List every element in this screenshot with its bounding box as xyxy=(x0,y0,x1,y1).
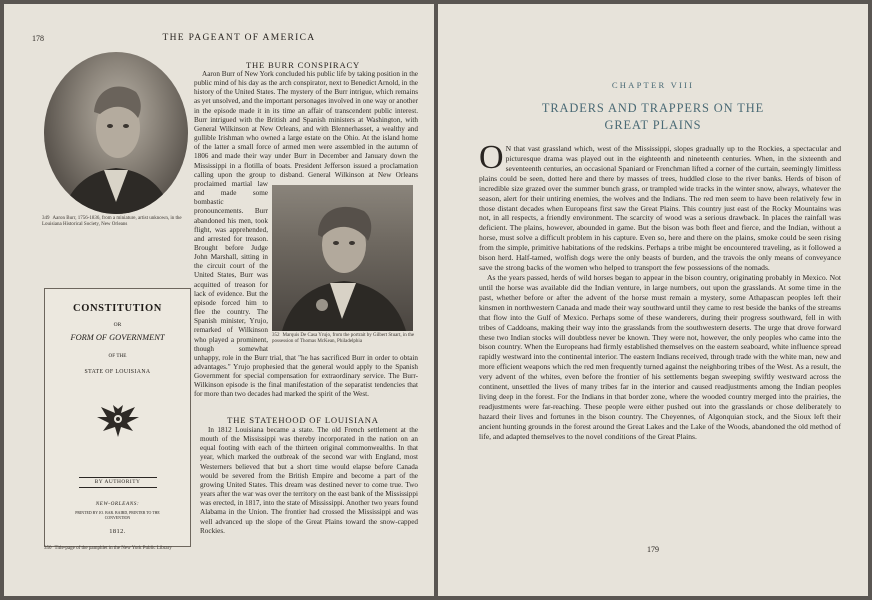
constitution-title-line-5: STATE OF LOUISIANA xyxy=(84,369,151,375)
chapter-label: CHAPTER VIII xyxy=(611,80,695,90)
statehood-paragraph: In 1812 Louisiana became a state. The old French settlement at the mouth of the Mississippi was thereby incorporated in the nation on an equal footing with each of the thirteen original commonwealths. In that year, which marked the outbreak of the second war with England, most Westerners believed that but a short time would elapse before Canada would be severed from the British Empire and become a part of the growing United States. This dream was destined never to come true. Two years after the war was over the territory on the east bank of the Mississippi was erected, in 1817, into the state of Mississippi. Another two years found Alabama in the Union. The frontier had crossed the Mississippi and was well advanced up the slope of the Great Plains toward the snow-capped Rockies. xyxy=(200,426,418,535)
burr-conspiracy-paragraph: Aaron Burr of New York concluded his public life by taking position in the public mind of his day as the arch conspirator, next to Benedict Arnold, in the history of the United States. The mystery of the Burr intrigue, which remains as yet unsolved, and the important personages involved in one way or another in the episode made it in its time an affair of transcendent public interest. Burr intrigued with the British and Spanish ministers at Washington, with General Wilkinson at New Orleans, and with Blennerhasset, a wealthy and gullible Irishman who owned a large estate on the Ohio. At the island home of the latter a small force of armed men were assembled in the autumn of 1806 and made their way under Burr in December and January down the Mississippi in a flotilla of boats. President Jefferson issued a proclamation calling upon the group to disband. General Wilkinson at New Orleans proclaimed martial law and made some bombastic pronouncements. Burr abandoned his men, took flight, was apprehended, and arrested for treason. Brought before Judge John Marshall, sitting in the circuit court of the United States, Burr was acquitted of treason for lack of evidence. But the episode forced him to flee the country. The Spanish minister, Yrujo, remarked of Wilkinson who played a prominent, though somewhat unhappy, role in the Burr trial, that "he has sacrificed Burr in order to obtain advantages." Yrujo prophesied that the general would apply to the Spanish Government for special compensation for extraordinary service. The Burr-Wilkinson episode is the final manifestation of the separatist tendencies that for more than two decades had marked the spirit of the West. xyxy=(194,70,418,399)
burr-conspiracy-heading: THE BURR CONSPIRACY xyxy=(245,60,361,70)
yrujo-caption-text: Marquis De Casa Yrujo, from the portrait by Gilbert Stuart, in the possession of Thomas McKean, Philadelphia xyxy=(272,333,415,344)
constitution-title-line-2: OR xyxy=(113,322,122,328)
chapter-body xyxy=(479,139,841,442)
imprint-year: 1812. xyxy=(109,528,126,535)
left-page-number: 178 xyxy=(32,34,44,43)
aaron-burr-figure-number: 349 xyxy=(42,216,50,221)
statehood-text xyxy=(200,426,418,536)
authority-rule-top xyxy=(79,477,157,478)
left-running-head: THE PAGEANT OF AMERICA xyxy=(162,33,316,43)
float-spacer-portrait xyxy=(268,182,418,352)
by-authority-label: BY AUTHORITY xyxy=(94,479,141,485)
constitution-caption-text: Title-page of the pamphlet in the New York Public Library xyxy=(54,546,172,551)
right-page-number: 179 xyxy=(647,545,659,554)
chapter-paragraph-1: N that vast grassland which, west of the Mississippi, slopes gradually up to the Rockies, a spectacular and picturesque drama was played out in the eighteenth and nineteenth centuries. When, in the sixteenth and seventeenth centuries, an occasional Spaniard or Frenchman lifted a corner of the curtain, seemingly limitless plains could be seen, dotted here and there by masses of trees, huddled close to the river banks. Herds of bison of incredible size grazed over the summer bunch grass, or trampled wide tracks in the winter snow, always, whatever the season, alert for their untiring enemies, the wolves and the Indians. The red men seem to have been relatively few in those distant decades when Europeans first saw the Great Plains. This country just east of the Rocky Mountains was not, in all respects, a friendly environment. The scarcity of wood was a serious drawback. In places the rainfall was deficient. The plains, however, abounded in game. But the bison was both fleet and fierce, and the Indian, without a horse, must solve a difficult problem in his capture. Even so, here and there on the plains, smoke could be seen rising from the simple, primitive habitations of the redskins. Perhaps a tribe might be encountered traveling, as it followed a bison herd. Half-tamed, wolfish dogs were the only beasts of burden, and the travois the only means of conveyance save the strong backs of the women who helped to transport the few possessions of the nomads. xyxy=(479,144,841,273)
aaron-burr-caption-text: Aaron Burr, 1756-1836, from a miniature, artist unknown, in the Louisiana Historical Society, New Orleans xyxy=(42,216,182,227)
left-page xyxy=(4,4,434,596)
chapter-title-line-2: GREAT PLAINS xyxy=(604,118,702,132)
statehood-heading: THE STATEHOOD OF LOUISIANA xyxy=(227,415,379,425)
authority-rule-bottom xyxy=(79,487,157,488)
constitution-caption xyxy=(44,546,192,552)
aaron-burr-portrait xyxy=(44,52,188,214)
imprint-printer: PRINTED BY JO. BAR. BAIRD, PRINTER TO THE CONVENTION xyxy=(75,511,160,520)
constitution-title-line-4: OF THE xyxy=(108,353,127,359)
right-page xyxy=(438,4,868,596)
constitution-figure-number: 350 xyxy=(44,546,52,551)
chapter-paragraph-2: As the years passed, herds of wild horses began to appear in the bison country, originating probably in Mexico. Not until the horse was available did the Indian venture, in large numbers, out upon the grasslands. At some time in the past, whether before or after the advent of the horse must remain a mystery, some Athapascan peoples left their kinsmen in northwestern Canada and made their way southward until they came to rest beside the banks of the streams that flow into the Gulf of Mexico. Perhaps some of these wanderers, during their progress southward, fell in with tribes of Caddoans, making their way into the grasslands from the southwestern deserts. The urge that drove forward these two Indian stocks will doubtless never be known. They were not, however, the only peoples who came into the bison country. When the Europeans had firmly established themselves on the eastern seaboard, white influence spread rapidly westward into the continental interior. The eastern Indians received, through trade with the white man, new and more efficient weapons which the red men frequently turned against the neighboring tribes of the West. As a result, the very advent of the whites, even before the frontier of his settlements began sweeping swiftly westward across the continent, unsettled the lives of many tribes far in the interior and caused readjustments among the Indian peoples living deep in the forest. For the Indians in that border zone, where the wooded country merged into the prairies, the readjustments were far-reaching. These people were either pushed out into the grasslands or chose deliberately to hazard their lives and fortunes in the bison country. The Cheyennes, of Algonquian stock, and the Sioux left their ancient hunting grounds in the forest around the Great Lakes and the Lake of the Woods, abandoned the old method of life, and adapted themselves to the novel conditions of the Great Plains. xyxy=(479,272,841,441)
chapter-title-line-1: TRADERS AND TRAPPERS ON THE xyxy=(541,101,765,115)
constitution-title-page xyxy=(44,288,191,547)
constitution-title-line-3: FORM OF GOVERNMENT xyxy=(70,333,165,342)
constitution-title-line-1: CONSTITUTION xyxy=(73,303,162,314)
eagle-seal-icon xyxy=(93,401,143,441)
drop-cap: O xyxy=(479,139,504,176)
yrujo-figure-number: 352 xyxy=(272,333,280,338)
imprint-place: NEW-ORLEANS: xyxy=(95,501,140,507)
aaron-burr-caption xyxy=(42,216,194,228)
